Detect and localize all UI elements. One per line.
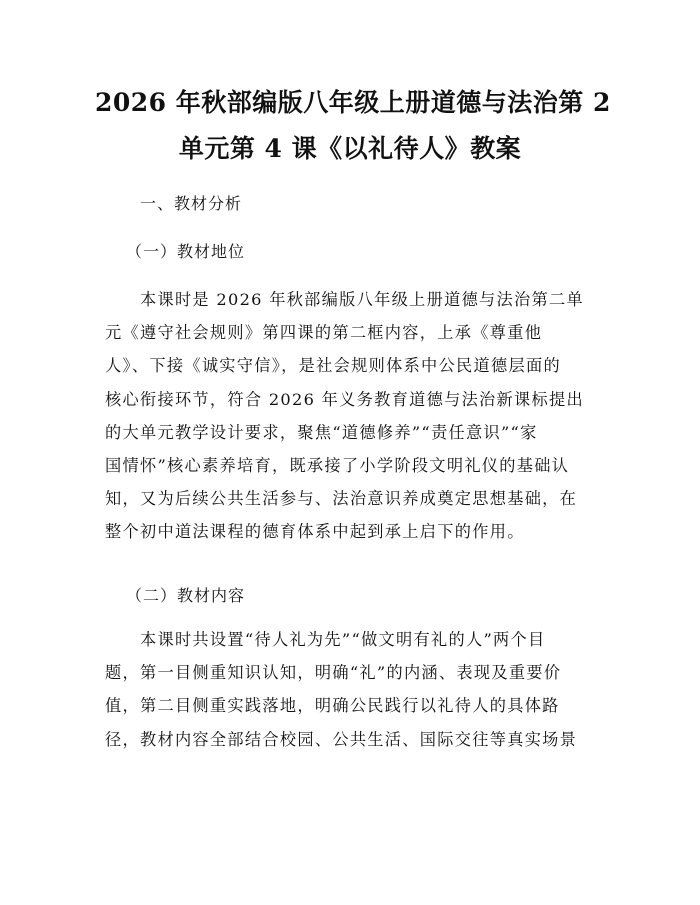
paragraph-textbook-content bbox=[105, 629, 600, 762]
paragraph-line: 径，教材内容全部结合校园、公共生活、国际交往等真实场景 bbox=[105, 729, 578, 749]
paragraph-line: 本课时共设置“待人礼为先”“做文明有礼的人”两个目 bbox=[105, 630, 546, 649]
paragraph-line: 核心衔接环节，符合 2026 年义务教育道德与法治新课标提出 bbox=[105, 389, 584, 409]
paragraph-line: 人》、下接《诚实守信》，是社会规则体系中公民道德层面的 bbox=[105, 356, 561, 376]
subsection-heading-textbook-content: （二）教材内容 bbox=[126, 586, 246, 605]
paragraph-line: 值，第二目侧重实践落地，明确公民践行以礼待人的具体路 bbox=[105, 696, 560, 716]
document-title-line-1: 2026 年秋部编版八年级上册道德与法治第 2 bbox=[95, 88, 611, 117]
document-title-line-2: 单元第 4 课《以礼待人》教案 bbox=[178, 134, 522, 163]
section-heading-textbook-analysis: 一、教材分析 bbox=[140, 194, 243, 213]
paragraph-line: 本课时是 2026 年秋部编版八年级上册道德与法治第二单 bbox=[105, 290, 584, 309]
paragraph-line: 知，又为后续公共生活参与、法治意识养成奠定思想基础，在 bbox=[105, 489, 578, 509]
paragraph-line: 整个初中道法课程的德育体系中起到承上启下的作用。 bbox=[105, 522, 525, 542]
paragraph-line: 的大单元教学设计要求，聚焦“道德修养”“责任意识”“家 bbox=[105, 422, 538, 442]
paragraph-textbook-position bbox=[105, 289, 600, 555]
paragraph-line: 题，第一目侧重知识认知，明确“礼”的内涵、表现及重要价 bbox=[105, 663, 562, 683]
paragraph-line: 国情怀”核心素养培育，既承接了小学阶段文明礼仪的基础认 bbox=[105, 455, 570, 475]
subsection-heading-textbook-position: （一）教材地位 bbox=[126, 242, 246, 261]
paragraph-line: 元《遵守社会规则》第四课的第二框内容，上承《尊重他 bbox=[105, 323, 543, 343]
